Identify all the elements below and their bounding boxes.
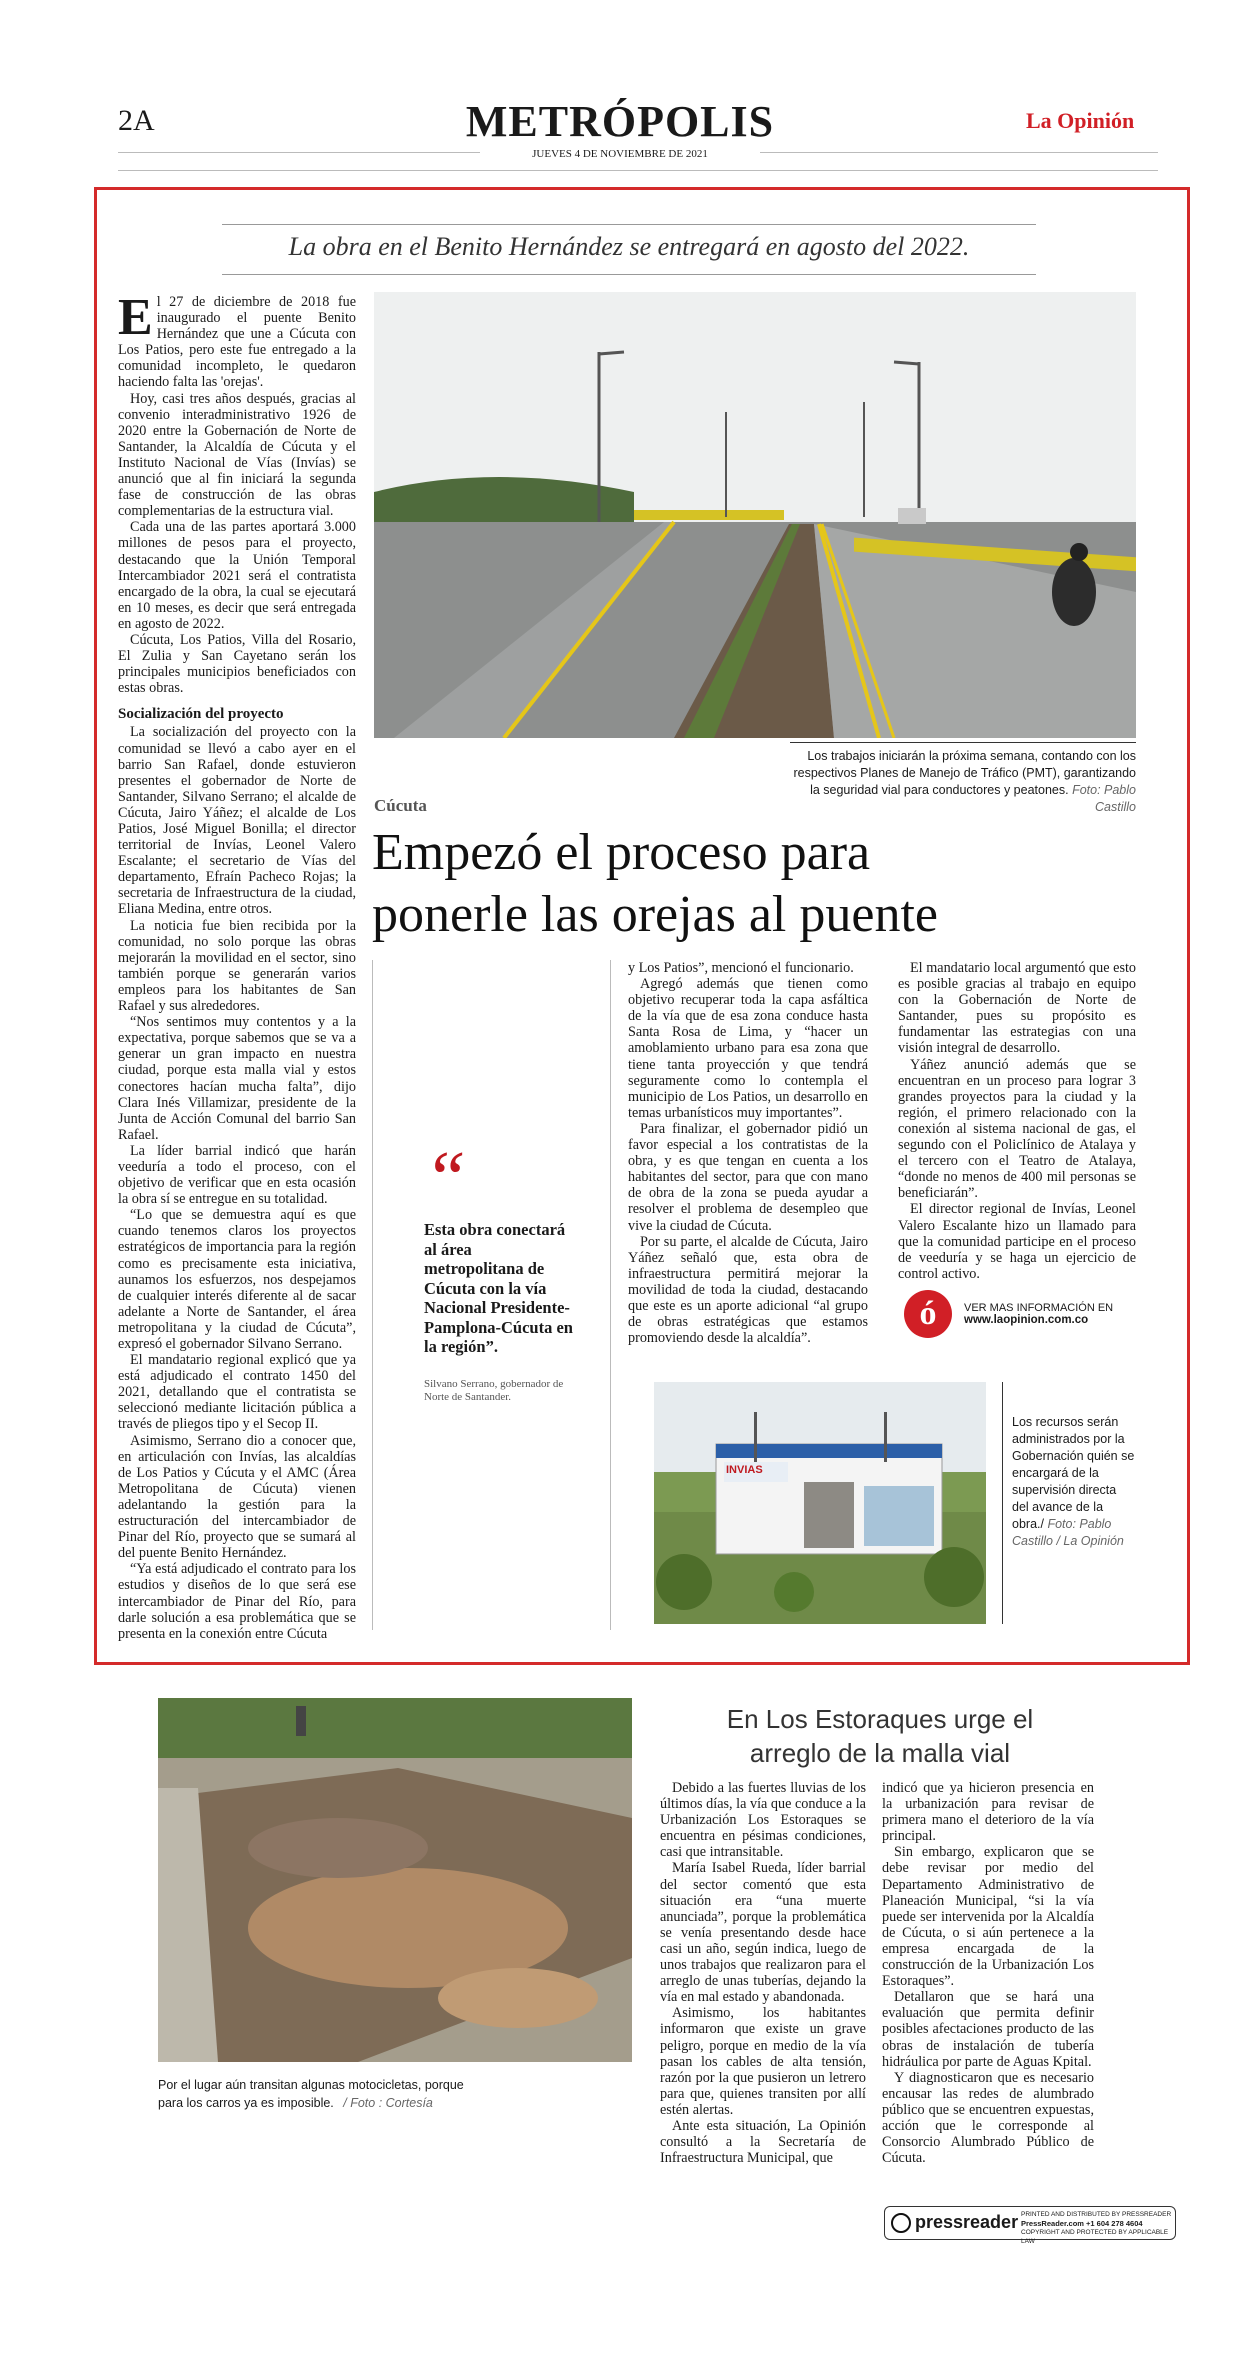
col1-p9: “Lo que se demuestra aquí es que cuando tenemos claros los proyectos estratégicos de importancia para la región como es precisamente esta iniciativa, aunamos los esfuerzos, nos despejamos de cualquier interés diferente al de sacar adelante a Norte de Santander, el área metropolitana y la ciudad de Cúcuta”, expresó el gobernador Silvano Serrano. bbox=[118, 1207, 356, 1352]
road-caption-credit: / Foto : Cortesía bbox=[343, 2096, 433, 2110]
col1-p5: La socialización del proyecto con la comunidad se llevó a cabo ayer en el barrio San Rafael, donde estuvieron presentes el gobernador de Norte de Santander, Silvano Serrano; el alcalde de Cúcuta, Jairo Yáñez; el alcalde de Los Patios, José Miguel Bonilla; el director territorial de Invías, Leonel Valero Escalante; el secretario de Vías del departamento, Efraín Pacheco Rojas; la secretaria de Infraestructura de la ciudad, Eliana Medina, entre otros. bbox=[118, 724, 356, 918]
road-caption-line-2 bbox=[158, 2094, 632, 2112]
road-damage-photo bbox=[158, 1698, 632, 2062]
main-column-1 bbox=[118, 289, 356, 1642]
kicker-rule-bottom bbox=[222, 274, 1036, 275]
sign-invias-label: INVIAS bbox=[726, 1464, 763, 1476]
col4-p2: Yáñez anunció además que se encuentran en un proceso para lograr 3 grandes proyectos para la ciudad y la región, el primero relacionado con la conexión al sistema nacional de gas, el segundo con el Policlínico de Atalaya y el tercero con el Teatro de Atalaya, “donde no menos de 400 mil personas se beneficiarán”. bbox=[898, 1056, 1136, 1202]
col3-p3: Para finalizar, el gobernador pidió un favor especial a los contratistas de la obra, y es que tengan en cuenta a los habitantes del sector, para que con mano de obra de la zona se pueda ayudar a resolver el problema de desempleo que vive la ciudad de Cúcuta. bbox=[628, 1120, 868, 1234]
sign-photo-caption bbox=[1012, 1414, 1136, 1550]
sign-caption-text: Los recursos serán administrados por la Gobernación quién se encargará de la supervisión directa del avance de la obra./ bbox=[1012, 1415, 1135, 1531]
more-info[interactable] bbox=[964, 1302, 1144, 1326]
sign-caption-credit: Foto: Pablo Castillo / La Opinión bbox=[1012, 1517, 1124, 1548]
sign-photo bbox=[654, 1382, 986, 1624]
more-info-label: VER MAS INFORMACIÓN EN bbox=[964, 1302, 1114, 1314]
bridge-illustration bbox=[374, 292, 1136, 738]
pull-quote-text: Esta obra conectará al área metropolitana de Cúcuta con la vía Nacional Presidente-Pamplona-Cúcuta en la región”. bbox=[424, 1220, 573, 1356]
header-rule-2 bbox=[118, 170, 1158, 171]
brand-logo: La Opinión bbox=[1026, 108, 1135, 133]
main-column-3 bbox=[628, 960, 868, 1346]
road-damage-illustration bbox=[158, 1698, 632, 2062]
col1-p6: La noticia fue bien recibida por la comunidad, no solo porque las obras mejorarán la movilidad en el sector, sino también porque se generarán varios empleos para los habitantes de San Rafael y sus alrededores. bbox=[118, 917, 356, 1015]
section-title: METRÓPOLIS bbox=[465, 97, 775, 146]
notice-line-3: COPYRIGHT AND PROTECTED BY APPLICABLE LAW bbox=[1021, 2229, 1169, 2245]
headline-line-2: ponerle las orejas al puente bbox=[372, 886, 938, 943]
headline-line-1: Empezó el proceso para bbox=[372, 824, 871, 881]
second-column-1 bbox=[660, 1780, 866, 2166]
s-col1-p1: Debido a las fuertes lluvias de los últimos días, la vía que conduce a la Urbanización Los Estoraques se encuentra en pésimas condiciones, casi que intransitable. bbox=[660, 1780, 866, 1861]
s-col2-p4: Y diagnosticaron que es necesario encausar las redes de alumbrado público que se encuentren expuestas, acción que le corresponde al Consorcio Alumbrado Público de Cúcuta. bbox=[882, 2069, 1094, 2167]
laopinion-logo-icon: ó bbox=[904, 1290, 952, 1338]
s-col2-p1: indicó que ya hicieron presencia en la urbanización para revisar de primera mano el deterioro de la vía principal. bbox=[882, 1780, 1094, 1845]
col1-p11: Asimismo, Serrano dio a conocer que, en articulación con Invías, las alcaldías de Los Patios y Cúcuta y el AMC (Área Metropolitana de Cúcuta) vienen adelantando la gestión para la estructuración del intercambiador de Pinar del Río, proyecto que se sumará al del puente Benito Hernández. bbox=[118, 1432, 356, 1562]
column-divider-1 bbox=[372, 960, 373, 1630]
col1-p12: “Ya está adjudicado el contrato para los estudios y diseños de lo que será ese intercambiador de Pinar del Río, para darle solución a esa problemática que se presenta en la conexión entre Cúcuta bbox=[118, 1561, 356, 1642]
s-col1-p2: María Isabel Rueda, líder barrial del sector comentó que esta situación era “una muerte anunciada”, porque la problemática se venía presentando desde hace casi un año, según indica, luego de unos trabajos que realizaron para el arreglo de unas tuberías, dejando la vía en mal estado y abandonada. bbox=[660, 1860, 866, 2006]
photo-caption-rule bbox=[790, 742, 1136, 743]
pressreader-wordmark: pressreader bbox=[915, 2212, 1019, 2232]
road-caption-line-1: Por el lugar aún transitan algunas motocicletas, porque bbox=[158, 2078, 464, 2092]
pressreader-logo-icon bbox=[891, 2213, 911, 2233]
second-headline bbox=[660, 1702, 1100, 1770]
pull-quote-attribution: Silvano Serrano, gobernador de Norte de Santander. bbox=[424, 1378, 564, 1403]
bridge-caption-credit: Foto: Pablo Castillo bbox=[1072, 783, 1136, 814]
s-col1-p3: Asimismo, los habitantes informaron que existe un grave peligro, porque en medio de la vía pasan los cables de alta tensión, razón por la que pusieron un letrero para que, quienes transiten por allí estén alertas. bbox=[660, 2005, 866, 2118]
issue-date: JUEVES 4 DE NOVIEMBRE DE 2021 bbox=[480, 148, 760, 160]
col1-p7: “Nos sentimos muy contentos y a la expectativa, porque sabemos que se va a generar un gran impacto en nuestra ciudad, porque esta malla vial y estos conectores hacían mucha falta”, dijo Clara Inés Villamizar, presidente de la Junta de Acción Comunal del barrio San Rafael. bbox=[118, 1014, 356, 1143]
main-column-4 bbox=[898, 960, 1136, 1282]
bridge-photo-caption bbox=[790, 748, 1136, 816]
col1-p3: Cada una de las partes aportará 3.000 millones de pesos para el proyecto, destacando que la Unión Temporal Intercambiador 2021 será el contratista encargado de la obra, la cual se ejecutará en 10 meses, es decir que será entregada en agosto de 2022. bbox=[118, 519, 356, 632]
bridge-photo bbox=[374, 292, 1136, 738]
col1-subhead: Socialización del proyecto bbox=[118, 706, 284, 723]
second-column-2 bbox=[882, 1780, 1094, 2166]
second-headline-line-1: En Los Estoraques urge el bbox=[726, 1704, 1034, 1734]
notice-line-2: PressReader.com +1 604 278 4604 bbox=[1021, 2219, 1143, 2228]
col3-p2: Agregó además que tienen como objetivo recuperar toda la capa asfáltica de la vía que de esa zona conduce hasta Santa Rosa de Lima, y “hacer un amoblamiento urbano para esa zona que tiene tanta proyección y que tendrá seguramente como lo contempla el municipio de Los Patios, un desarrollo en temas urbanísticos muy importantes”. bbox=[628, 976, 868, 1121]
sign-illustration bbox=[654, 1382, 986, 1624]
col1-p8: La líder barrial indicó que harán veeduría a todo el proceso, con el objetivo de verificar que en esta ocasión la obra sí se entregue en su totalidad. bbox=[118, 1142, 356, 1208]
second-headline-line-2: arreglo de la malla vial bbox=[749, 1738, 1011, 1768]
col1-p1: l 27 de diciembre de 2018 fue inaugurado el puente Benito Hernández que une a Cúcuta con Los Patios, pero este fue entregado a la comunidad incompleto, le quedaron haciendo falta las 'orejas'. bbox=[118, 294, 356, 391]
col3-p1: y Los Patios”, mencionó el funcionario. bbox=[628, 960, 854, 976]
drop-cap: E bbox=[118, 289, 153, 346]
headline bbox=[372, 822, 1142, 946]
pressreader-notice bbox=[1021, 2210, 1173, 2246]
s-col1-p4: Ante esta situación, La Opinión consultó a la Secretaría de Infraestructura Municipal, que bbox=[660, 2117, 866, 2167]
pressreader-badge bbox=[884, 2206, 1176, 2245]
col1-p10: El mandatario regional explicó que ya está adjudicado el contrato 1450 del 2021, detallando que el contratista se seleccionó mediante licitación pública a través de pliegos tipo y el Secop II. bbox=[118, 1352, 356, 1433]
col4-p3: El director regional de Invías, Leonel Valero Escalante hizo un llamado para que la comunidad participe en el proceso de veeduría y se haga un ejercicio de control activo. bbox=[898, 1201, 1136, 1282]
pull-quote-mark: “ bbox=[424, 1136, 467, 1220]
more-info-url[interactable]: www.laopinion.com.co bbox=[964, 1314, 1089, 1326]
column-divider-2 bbox=[610, 960, 611, 1630]
road-photo-caption bbox=[158, 2076, 632, 2112]
section-tag: Cúcuta bbox=[374, 796, 427, 815]
notice-line-1: PRINTED AND DISTRIBUTED BY PRESSREADER bbox=[1021, 2211, 1172, 2218]
col1-p4: Cúcuta, Los Patios, Villa del Rosario, El Zulia y San Cayetano serán los principales municipios beneficiados con estas obras. bbox=[118, 631, 356, 697]
s-col2-p2: Sin embargo, explicaron que se debe revisar por medio del Departamento Administrativo de Planeación Municipal, “si la vía puede ser intervenida por la Alcaldía de Cúcuta, o si aún pertenece a la empresa encargada de la construcción de la Urbanización Los Estoraques”. bbox=[882, 1844, 1094, 1990]
kicker-line: La obra en el Benito Hernández se entregará en agosto del 2022. bbox=[288, 232, 970, 261]
road-caption-line-2-text: para los carros ya es imposible. bbox=[158, 2096, 334, 2110]
col3-p4: Por su parte, el alcalde de Cúcuta, Jairo Yáñez señaló que, esta obra de infraestructura permitirá mejorar la movilidad de toda la ciudad, destacando que este es un aporte adicional “al grupo de obras estratégicas que estamos promoviendo desde la alcaldía”. bbox=[628, 1233, 868, 1347]
col4-p1: El mandatario local argumentó que esto es posible gracias al trabajo en equipo con la Gobernación de Norte de Santander, pues su propósito es fundamentar las estrategias con una visión integral de desarrollo. bbox=[898, 960, 1136, 1057]
bridge-caption-text: Los trabajos iniciarán la próxima semana, contando con los respectivos Planes de Manejo de Tráfico (PMT), garantizando la seguridad vial para conductores y peatones. bbox=[793, 749, 1136, 797]
page-number: 2A bbox=[118, 104, 155, 137]
s-col2-p3: Detallaron que se hará una evaluación que permita definir posibles afectaciones producto de las obras de instalación de tubería hidráulica por parte de Aguas Kpital. bbox=[882, 1989, 1094, 2070]
kicker-rule-top bbox=[222, 224, 1036, 225]
col1-p2: Hoy, casi tres años después, gracias al convenio interadministrativo 1926 de 2020 entre la Gobernación de Norte de Santander, la Alcaldía de Cúcuta y el Instituto Nacional de Vías (Invías) se anunció que al fin iniciará la segunda fase de construcción de las obras complementarias de la estructura vial. bbox=[118, 390, 356, 520]
sign-caption-rule bbox=[1002, 1382, 1003, 1624]
